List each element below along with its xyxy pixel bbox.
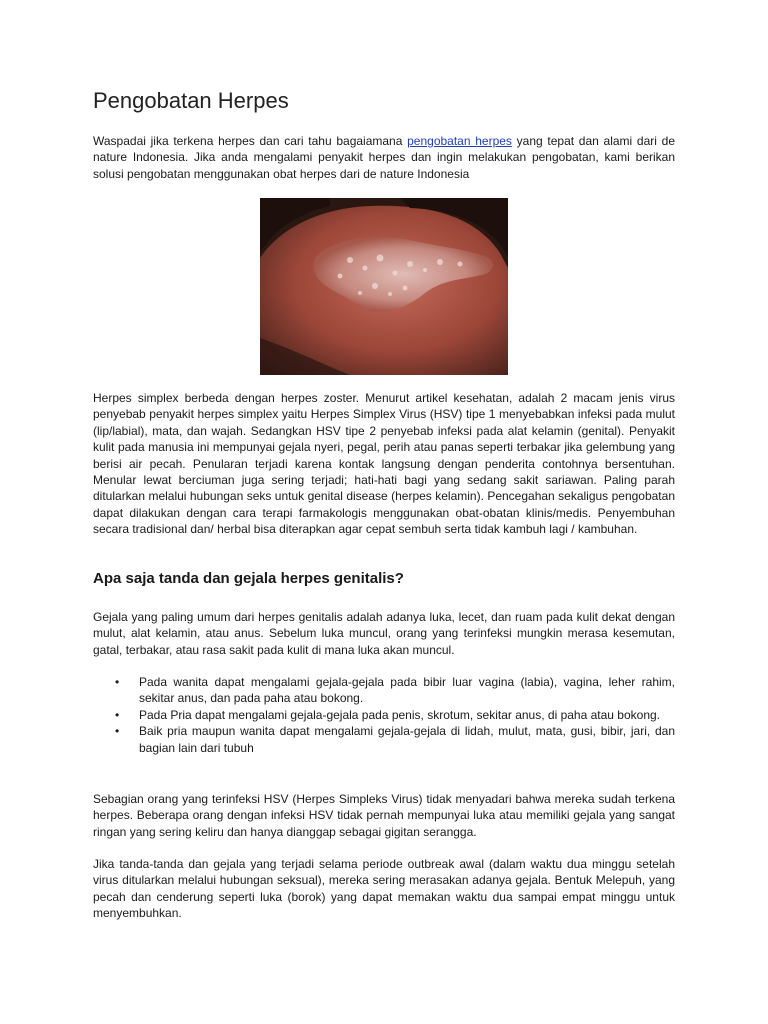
bullet-icon: •: [115, 724, 120, 739]
herpes-photo-illustration: [260, 198, 508, 375]
list-item: [93, 723, 675, 756]
section-heading: Apa saja tanda dan gejala herpes genitalis?: [93, 570, 404, 587]
bullet-icon: •: [115, 675, 120, 689]
sebagian-paragraph: Sebagian orang yang terinfeksi HSV (Herpes Simpleks Virus) tidak menyadari bahwa mereka sudah terkena herpes. Beberapa orang dengan infeksi HSV tidak pernah mempunyai luka atau memiliki gejala yang sangat ringan yang sering keliru dan hanya dianggap sebagai gigitan serangga.: [93, 792, 675, 839]
symptom-list: [93, 674, 675, 756]
gejala-paragraph: Gejala yang paling umum dari herpes genitalis adalah adanya luka, lecet, dan ruam pada kulit dekat dengan mulut, alat kelamin, atau anus. Sebelum luka muncul, orang yang terinfeksi mungkin merasa kesemutan, gatal, terbakar, atau rasa sakit pada kulit di mana luka akan muncul.: [93, 610, 675, 657]
list-item-text: Pada wanita dapat mengalami gejala-gejala pada bibir luar vagina (labia), vagina, leher rahim, sekitar anus, dan pada paha atau bokong.: [139, 675, 675, 706]
pengobatan-herpes-link[interactable]: pengobatan herpes: [407, 134, 512, 148]
bullet-icon: •: [115, 707, 120, 722]
list-item: [93, 707, 675, 723]
intro-text-before-link: Waspadai jika terkena herpes dan cari tahu bagaiamana: [93, 134, 408, 148]
list-item-text: Baik pria maupun wanita dapat mengalami gejala-gejala di lidah, mulut, mata, gusi, bibir, jari, dan bagian lain dari tubuh: [139, 724, 675, 755]
herpes-photo: [260, 198, 508, 375]
intro-paragraph: [93, 133, 675, 182]
list-item-text: Pada Pria dapat mengalami gejala-gejala pada penis, skrotum, sekitar anus, di paha atau bokong.: [139, 707, 660, 722]
list-item: [93, 674, 675, 707]
intro-text-after-link: yang tepat dan alami dari de nature Indonesia. Jika anda mengalami penyakit herpes dan ingin melakukan pengobatan, kami berikan solusi pengobatan menggunakan obat herpes dari de nature Indonesia: [93, 134, 675, 181]
jika-paragraph: Jika tanda-tanda dan gejala yang terjadi selama periode outbreak awal (dalam waktu dua minggu setelah virus ditularkan melalui hubungan seksual), mereka sering merasakan adanya gejala. Bentuk Melepuh, yang pecah dan cenderung seperti luka (borok) yang dapat memakan waktu dua sampai empat minggu untuk menyembuhkan.: [93, 857, 675, 921]
herpes-simplex-paragraph: Herpes simplex berbeda dengan herpes zoster. Menurut artikel kesehatan, adalah 2 macam jenis virus penyebab penyakit herpes simplex yaitu Herpes Simplex Virus (HSV) tipe 1 menyebabkan infeksi pada mulut (lip/labial), mata, dan wajah. Sedangkan HSV tipe 2 penyebab infeksi pada alat kelamin (genital). Penyakit kulit pada manusia ini mempunyai gejala nyeri, pegal, perih atau panas seperti terbakar jika gelembung yang berisi air pecah. Penularan terjadi karena kontak langsung dengan penderita contohnya bersentuhan. Menular lewat berciuman juga sering terjadi; hati-hati bagi yang sedang sakit sariawan. Paling parah ditularkan melalui hubungan seks untuk genital disease (herpes kelamin). Pencegahan sekaligus pengobatan dapat dilakukan dengan cara terapi farmakologis menggunakan obat-obatan klinis/medis. Penyembuhan secara tradisional dan/ herbal bisa diterapkan agar cepat sembuh serta tidak kambuh lagi / kambuhan.: [93, 391, 675, 537]
page-title: Pengobatan Herpes: [93, 88, 289, 113]
